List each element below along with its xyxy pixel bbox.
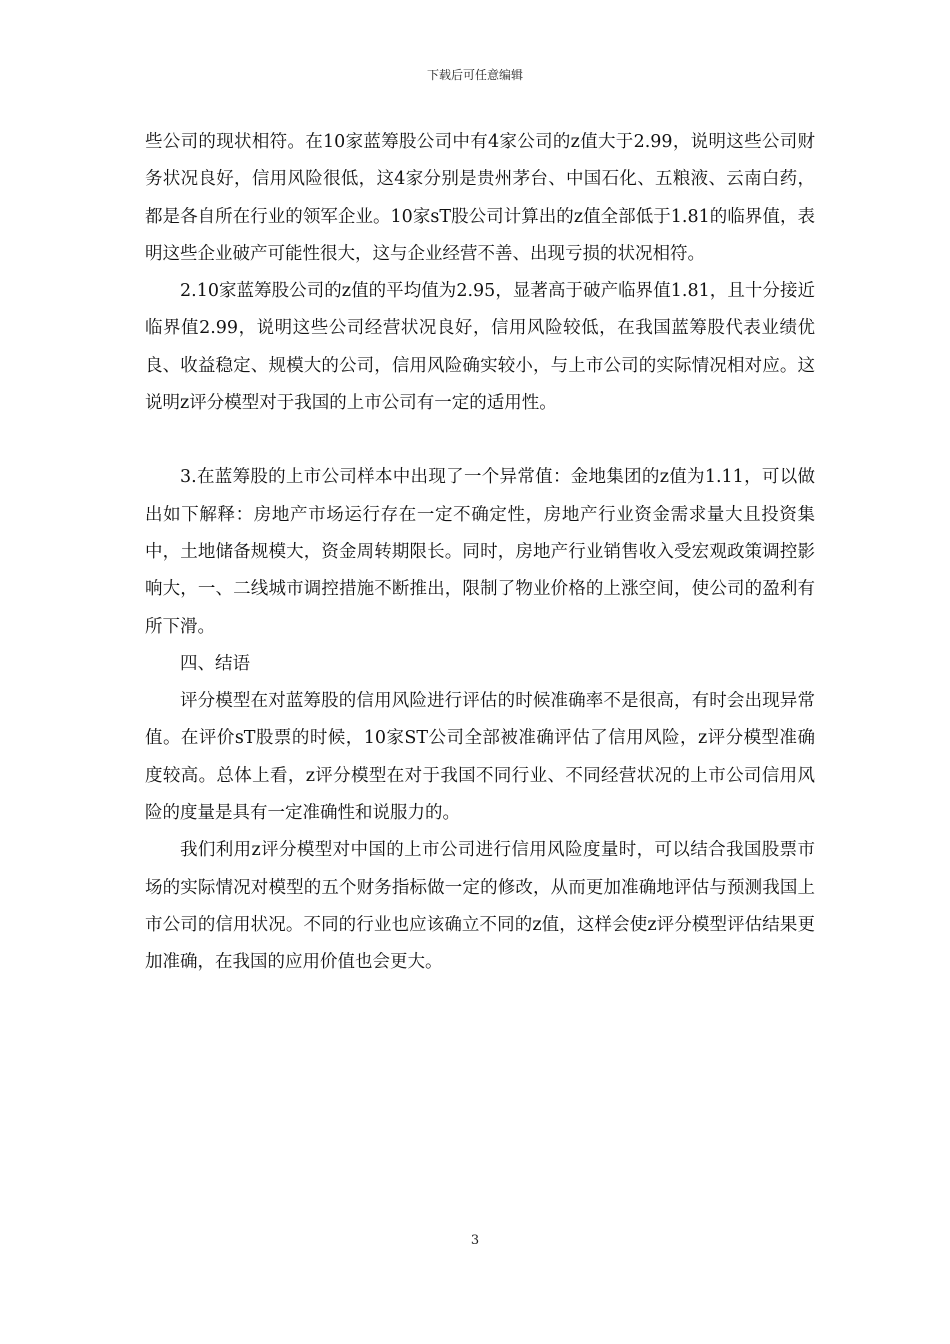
page-number: 3: [470, 1233, 480, 1248]
page-header: 下载后可任意编辑: [426, 68, 523, 82]
paragraph-conclusion-2: 我们利用z评分模型对中国的上市公司进行信用风险度量时，可以结合我国股票市场的实际情况对模型的五个财务指标做一定的修改，从而更加准确地评估与预测我国上市公司的信用状况。不同的行业也应该确立不同的z值，这样会使z评分模型评估结果更加准确，在我国的应用价值也会更大。: [145, 840, 815, 973]
document-body: [145, 124, 815, 982]
paragraph-point-2: 2.10家蓝筹股公司的z值的平均值为2.95，显著高于破产临界值1.81，且十分接近临界值2.99，说明这些公司经营状况良好，信用风险较低，在我国蓝筹股代表业绩优良、收益稳定、规模大的公司，信用风险确实较小，与上市公司的实际情况相对应。这说明z评分模型对于我国的上市公司有一定的适用性。: [145, 281, 815, 414]
section-heading-conclusion: 四、结语: [180, 653, 250, 674]
paragraph-conclusion-1: 评分模型在对蓝筹股的信用风险进行评估的时候准确率不是很高，有时会出现异常值。在评价sT股票的时候，10家ST公司全部被准确评估了信用风险，z评分模型准确度较高。总体上看，z评分模型在对于我国不同行业、不同经营状况的上市公司信用风险的度量是具有一定准确性和说服力的。: [145, 691, 815, 824]
paragraph-gap: [145, 422, 815, 459]
paragraph-point-3: 3.在蓝筹股的上市公司样本中出现了一个异常值：金地集团的z值为1.11，可以做出如下解释：房地产市场运行存在一定不确定性，房地产行业资金需求量大且投资集中，土地储备规模大，资金周转期限长。同时，房地产行业销售收入受宏观政策调控影响大，一、二线城市调控措施不断推出，限制了物业价格的上涨空间，使公司的盈利有所下滑。: [145, 467, 815, 637]
paragraph-continuation: 些公司的现状相符。在10家蓝筹股公司中有4家公司的z值大于2.99，说明这些公司财务状况良好，信用风险很低，这4家分别是贵州茅台、中国石化、五粮液、云南白药，都是各自所在行业的领军企业。10家sT股公司计算出的z值全部低于1.81的临界值，表明这些企业破产可能性很大，这与企业经营不善、出现亏损的状况相符。: [145, 132, 815, 264]
